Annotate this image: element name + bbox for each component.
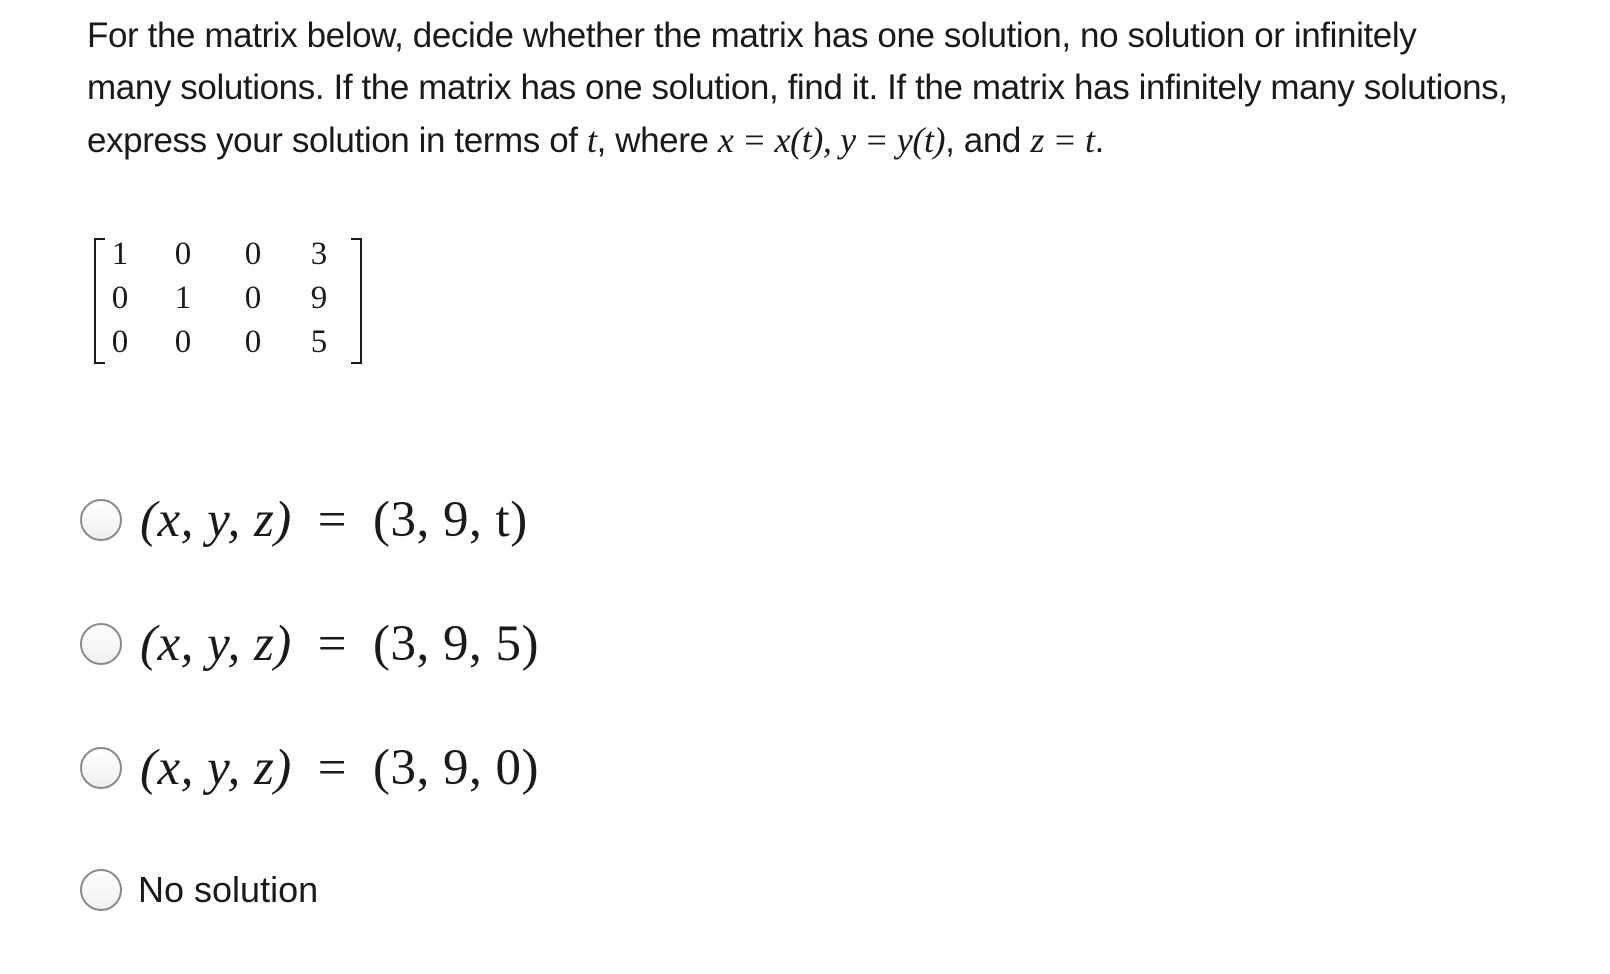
matrix-row-3 xyxy=(92,320,364,364)
matrix-cell: 5 xyxy=(310,324,328,360)
option-2-label xyxy=(140,615,539,673)
matrix-row-1 xyxy=(92,232,364,276)
option-1[interactable] xyxy=(80,490,528,550)
option-3-radio[interactable] xyxy=(80,747,122,789)
option-1-lhs: (x, y, z) xyxy=(140,492,292,548)
option-3-equals: = xyxy=(317,740,348,796)
matrix-cell: 0 xyxy=(111,280,129,316)
option-1-radio[interactable] xyxy=(80,499,122,541)
matrix-cell: 3 xyxy=(310,236,328,272)
question-line-2: many solutions. If the matrix has one solution, find it. If the matrix has infinitely many solutions, xyxy=(87,68,1508,107)
matrix-row-2 xyxy=(92,276,364,320)
option-2[interactable] xyxy=(80,614,539,674)
option-1-equals: = xyxy=(317,492,348,548)
question-line-3-prefix: express your solution in terms of xyxy=(87,121,587,160)
option-2-lhs: (x, y, z) xyxy=(140,616,292,672)
question-line-3-where: , where xyxy=(596,121,718,160)
option-1-rhs: (3, 9, t) xyxy=(373,492,528,548)
matrix-cell: 9 xyxy=(310,280,328,316)
question-line-3-and: , and xyxy=(945,121,1031,160)
option-3[interactable] xyxy=(80,738,539,798)
option-2-radio[interactable] xyxy=(80,623,122,665)
option-3-lhs: (x, y, z) xyxy=(140,740,292,796)
option-1-label xyxy=(140,491,528,549)
matrix-cell: 0 xyxy=(174,324,192,360)
matrix-cell: 1 xyxy=(111,236,129,272)
matrix-grid xyxy=(92,232,364,368)
option-no-solution-label: No solution xyxy=(138,869,319,910)
option-no-solution-radio[interactable] xyxy=(80,869,122,911)
augmented-matrix xyxy=(92,232,364,368)
option-3-rhs: (3, 9, 0) xyxy=(373,740,540,796)
math-expression-xy: x = x(t), y = y(t) xyxy=(717,120,946,160)
matrix-cell: 0 xyxy=(174,236,192,272)
math-variable-t: t xyxy=(586,120,597,160)
matrix-cell: 0 xyxy=(111,324,129,360)
option-2-rhs: (3, 9, 5) xyxy=(373,616,540,672)
option-no-solution[interactable] xyxy=(80,860,318,920)
math-expression-z: z = t xyxy=(1030,120,1095,160)
matrix-cell: 0 xyxy=(244,280,262,316)
question-line-1: For the matrix below, decide whether the matrix has one solution, no solution or infinitely xyxy=(87,16,1417,55)
matrix-cell: 0 xyxy=(244,324,262,360)
matrix-cell: 0 xyxy=(244,236,262,272)
question-line-3-end: . xyxy=(1094,121,1104,160)
matrix-cell: 1 xyxy=(174,280,192,316)
question-line-3 xyxy=(87,114,1557,167)
option-3-label xyxy=(140,739,539,797)
question-text xyxy=(87,10,1557,167)
option-2-equals: = xyxy=(317,616,348,672)
